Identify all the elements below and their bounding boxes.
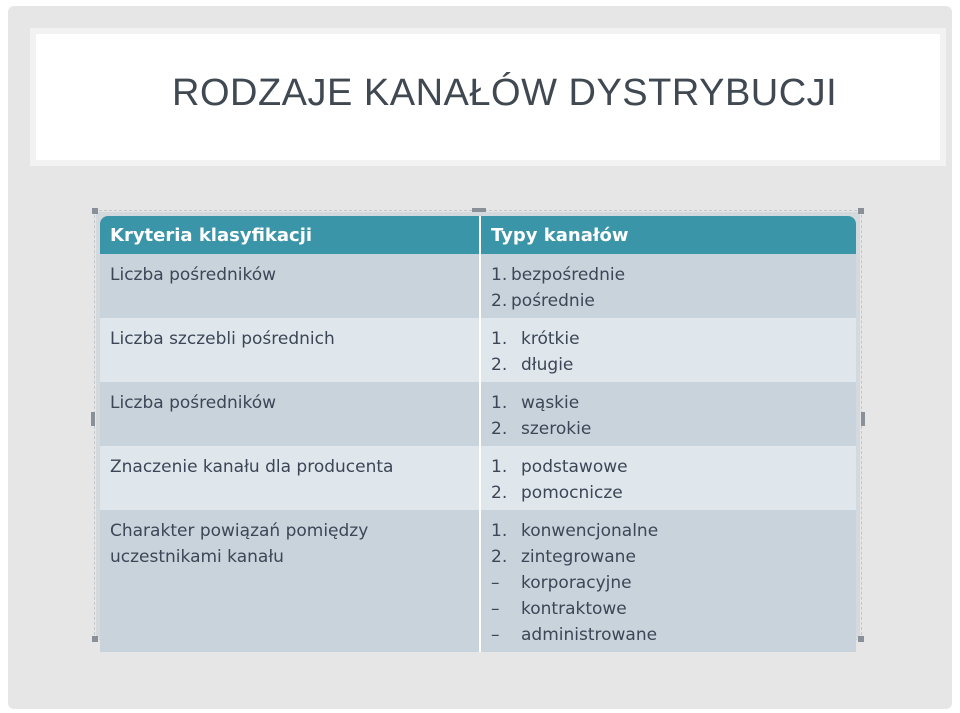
list-marker: 1.: [491, 265, 508, 285]
list-item: [491, 544, 846, 570]
list-item: [491, 416, 846, 442]
list-marker: 2.: [491, 483, 508, 503]
list-item: [491, 352, 846, 378]
criterion-cell[interactable]: Liczba pośredników: [100, 254, 480, 318]
list-marker: –: [491, 599, 500, 619]
list-marker: 1.: [491, 521, 508, 541]
list-item-text: szerokie: [521, 419, 592, 439]
table-selection-frame[interactable]: [96, 212, 860, 645]
list-item: [491, 390, 846, 416]
header-criteria[interactable]: Kryteria klasyfikacji: [100, 216, 480, 254]
list-marker: –: [491, 573, 500, 593]
list-item-text: konwencjonalne: [521, 521, 659, 541]
resize-handle-left[interactable]: [91, 412, 95, 426]
list-item-text: administrowane: [521, 625, 658, 645]
list-marker: 1.: [491, 457, 508, 477]
resize-handle-top[interactable]: [472, 208, 486, 212]
table-row: [100, 382, 856, 446]
table-row: [100, 446, 856, 510]
list-item-text: korporacyjne: [521, 573, 632, 593]
list-item-text: pośrednie: [511, 291, 595, 311]
title-placeholder[interactable]: [30, 28, 946, 166]
list-marker: 1.: [491, 393, 508, 413]
list-item: [491, 570, 846, 596]
criterion-cell[interactable]: Liczba pośredników: [100, 382, 480, 446]
list-item-text: długie: [521, 355, 574, 375]
list-item: [491, 480, 846, 506]
list-item: [491, 518, 846, 544]
list-marker: –: [491, 625, 500, 645]
list-marker: 2.: [491, 547, 508, 567]
types-cell[interactable]: [480, 254, 856, 318]
resize-handle-right[interactable]: [861, 412, 865, 426]
list-item: [491, 326, 846, 352]
types-cell[interactable]: [480, 446, 856, 510]
list-item-text: podstawowe: [521, 457, 628, 477]
header-types[interactable]: Typy kanałów: [480, 216, 856, 254]
list-marker: 1.: [491, 329, 508, 349]
list-item: [491, 288, 846, 314]
resize-handle-top-right[interactable]: [858, 208, 864, 214]
types-cell[interactable]: [480, 382, 856, 446]
resize-handle-top-left[interactable]: [92, 208, 98, 214]
criterion-cell[interactable]: Charakter powiązań pomiędzy uczestnikami kanału: [100, 510, 480, 652]
table-row: [100, 510, 856, 652]
list-item-text: zintegrowane: [521, 547, 636, 567]
resize-handle-bottom-right[interactable]: [858, 636, 864, 642]
list-item: [491, 262, 846, 288]
resize-handle-bottom-left[interactable]: [92, 636, 98, 642]
header-row: [100, 216, 856, 254]
list-item: [491, 596, 846, 622]
list-marker: 2.: [491, 419, 508, 439]
types-cell[interactable]: [480, 318, 856, 382]
list-item-text: kontraktowe: [521, 599, 627, 619]
list-marker: 2.: [491, 291, 508, 311]
list-item-text: bezpośrednie: [511, 265, 626, 285]
table-row: [100, 254, 856, 318]
types-cell[interactable]: [480, 510, 856, 652]
criterion-cell[interactable]: Liczba szczebli pośrednich: [100, 318, 480, 382]
list-item: [491, 454, 846, 480]
classification-table[interactable]: [100, 216, 856, 652]
criterion-cell[interactable]: Znaczenie kanału dla producenta: [100, 446, 480, 510]
list-item: [491, 622, 846, 648]
list-item-text: pomocnicze: [521, 483, 623, 503]
table-row: [100, 318, 856, 382]
list-item-text: wąskie: [521, 393, 580, 413]
list-marker: 2.: [491, 355, 508, 375]
slide-title: RODZAJE KANAŁÓW DYSTRYBUCJI: [172, 72, 838, 114]
list-item-text: krótkie: [521, 329, 580, 349]
